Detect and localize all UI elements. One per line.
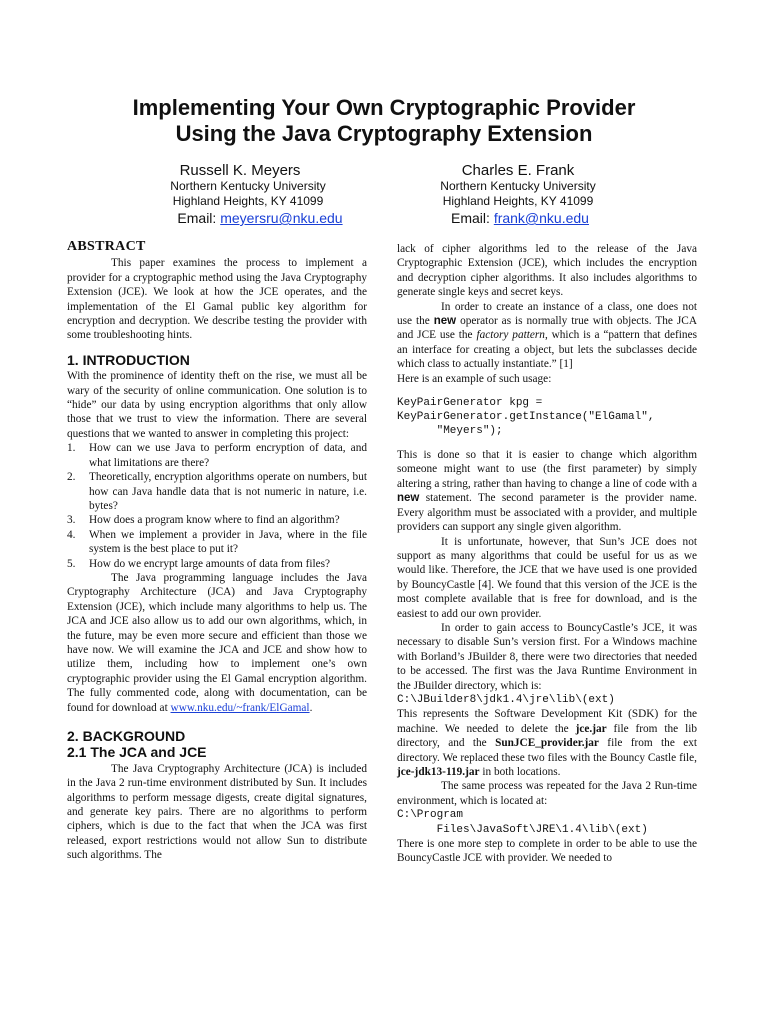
right-paragraph-3 [397, 448, 697, 534]
author-email-link[interactable]: meyersru@nku.edu [220, 210, 343, 226]
new-keyword: new [397, 492, 420, 505]
factory-pattern-term: factory pattern [476, 329, 545, 342]
author-name: Charles E. Frank [461, 162, 575, 179]
list-text: How does a program know where to find an algorithm? [89, 514, 340, 527]
right-paragraph-4: It is unfortunate, however, that Sun’s JCE does not support as many algorithms that could be useful for us as we would like. Therefore, the JCE that we have used is one provided by BouncyCastle [4]. We found that this version of the JCE is the most complete available that is free for download, and is the easiest to add our own provider. [397, 535, 697, 620]
download-link[interactable]: www.nku.edu/~frank/ElGamal [170, 701, 310, 714]
background-heading: 2. BACKGROUND [67, 728, 186, 744]
jbuilder-path: C:\JBuilder8\jdk1.4\jre\lib\(ext) [397, 693, 615, 706]
author-address: Highland Heights, KY 41099 [442, 194, 594, 208]
left-column [67, 240, 367, 863]
text-run: This represents the Software Development Kit (SDK) for the machine. We needed to delete the [397, 708, 697, 735]
author-affiliation: Northern Kentucky University [170, 179, 326, 193]
list-item [67, 528, 367, 557]
list-number: 4. [67, 528, 76, 541]
background-paragraph: The Java Cryptography Architecture (JCA) is included in the Java 2 run-time environment distributed by Sun. It includes algorithms to perform message digests, create digital signatures, and generate key pairs. There are no algorithms to perform ciphers, which is due to the fact that when the JCA was first released, export restrictions would not allow Sun to distribute such algorithms. The [67, 762, 367, 862]
author-affiliation: Northern Kentucky University [440, 179, 596, 193]
list-number: 1. [67, 442, 76, 455]
jre-path-line-2: Files\JavaSoft\JRE\1.4\lib\(ext) [397, 823, 648, 836]
author-email [130, 210, 390, 226]
text-run: , which is a “pattern that defines an interface for creating a object, but lets the subclasses decide which class to actually instantiate.” [1] [397, 329, 697, 371]
subsection-heading: 2.1 The JCA and JCE [67, 744, 207, 761]
example-intro: Here is an example of such usage: [397, 372, 552, 385]
question-list [67, 441, 367, 571]
list-item [67, 441, 367, 470]
text-run: This is done so that it is easier to change which algorithm someone might want to use (the first parameter) by simply altering a string, rather than having to change a line of code with a [397, 449, 697, 490]
intro-paragraph-2 [67, 571, 367, 715]
author-name: Russell K. Meyers [179, 162, 301, 179]
list-number: 2. [67, 471, 76, 484]
sunjce-jar-filename: SunJCE_provider.jar [495, 737, 599, 750]
right-paragraph-5: In order to gain access to BouncyCastle’s JCE, it was necessary to disable Sun’s version first. For a Windows machine with Borland’s JBuilder 8, there were two directories that needed to be accessed. The first was the Java Runtime Environment in the JBuilder directory, which is: [397, 621, 697, 692]
text-run: in both locations. [479, 766, 561, 778]
list-number: 5. [67, 557, 76, 570]
list-item [67, 557, 367, 571]
jce-jar-filename: jce.jar [575, 722, 607, 735]
list-item [67, 513, 367, 527]
author-address: Highland Heights, KY 41099 [172, 194, 324, 208]
right-paragraph-7: The same process was repeated for the Java 2 Run-time environment, which is located at: [397, 780, 697, 807]
paper-title-line-1: Implementing Your Own Cryptographic Provider [132, 95, 636, 120]
code-example: KeyPairGenerator kpg = KeyPairGenerator.getInstance("ElGamal", "Meyers"); [397, 397, 655, 438]
list-text: How do we encrypt large amounts of data from files? [89, 557, 331, 570]
text-run: operator as is normally true with objects. The JCA and JCE use the [397, 315, 697, 342]
author-email [390, 210, 650, 226]
right-paragraph-2 [397, 300, 697, 372]
jre-path-line-1: C:\Program [397, 809, 464, 822]
email-label: Email: [177, 210, 217, 226]
list-text: How can we use Java to perform encryption of data, and what limitations are there? [89, 442, 367, 469]
list-text: Theoretically, encryption algorithms operate on numbers, but how can Java handle data that is not numeric in nature, i.e. bytes? [89, 471, 367, 512]
bouncycastle-jar-filename: jce-jdk13-119.jar [397, 766, 480, 778]
text-run: In order to create an instance of a class, one does not use the [397, 300, 697, 328]
list-text: When we implement a provider in Java, where in the file system is the best place to put it? [89, 528, 367, 556]
text-run: file from the ext directory. We replaced these two files with the Bouncy Castle file, [397, 737, 697, 764]
text-run: file from the lib directory, and the [397, 722, 697, 750]
text-run: statement. The second parameter is the provider name. Every algorithm must be associated with a provider, and multiple providers can support any single given algorithm. [397, 492, 697, 534]
right-paragraph-6 [397, 707, 697, 779]
abstract-heading: ABSTRACT [67, 239, 146, 254]
right-paragraph-1: lack of cipher algorithms led to the release of the Java Cryptographic Extension (JCE), which includes the encryption and decryption cipher algorithms. It also includes algorithms to generate single keys and secret keys. [397, 243, 697, 299]
author-email-link[interactable]: frank@nku.edu [493, 210, 589, 226]
right-column [397, 242, 697, 866]
paper-title-line-2: Using the Java Cryptography Extension [175, 121, 593, 146]
list-number: 3. [67, 514, 76, 527]
abstract-text: This paper examines the process to implement a provider for a cryptographic method using the Java Cryptography Extension (JCE). We look at how the JCE operates, and the implementation of the El Gamal public key algorithm for encryption and decryption. We describe testing the provider with some troubleshooting hints. [67, 257, 367, 342]
email-label: Email: [451, 210, 490, 226]
list-item [67, 470, 367, 513]
right-paragraph-8: There is one more step to complete in order to be able to use the BouncyCastle JCE with provider. We needed to [397, 838, 697, 865]
intro-paragraph: With the prominence of identity theft on the rise, we must all be wary of the security of online communication. One solution is to “hide” our data by using encryption algorithms that only allow those that we trust to view the information. There are several questions that we wanted to answer in completing this project: [67, 370, 367, 440]
intro-text-end: . [309, 701, 313, 714]
intro-text: The Java programming language includes the Java Cryptography Architecture (JCA) and Java Cryptography Extension (JCE), which include many algorithms to help us. The JCA and JCE also allow us to add our own algorithms, which, in the future, may be even more secure and efficient than those we have now. We will examine the JCA and JCE and show how to utilize them, including how to implement one’s own cryptographic provider using the El Gamal encryption algorithm. The fully commented code, along with documentation, can be found for download at [67, 571, 367, 714]
new-keyword: new [433, 315, 457, 328]
introduction-heading: 1. INTRODUCTION [67, 351, 190, 368]
